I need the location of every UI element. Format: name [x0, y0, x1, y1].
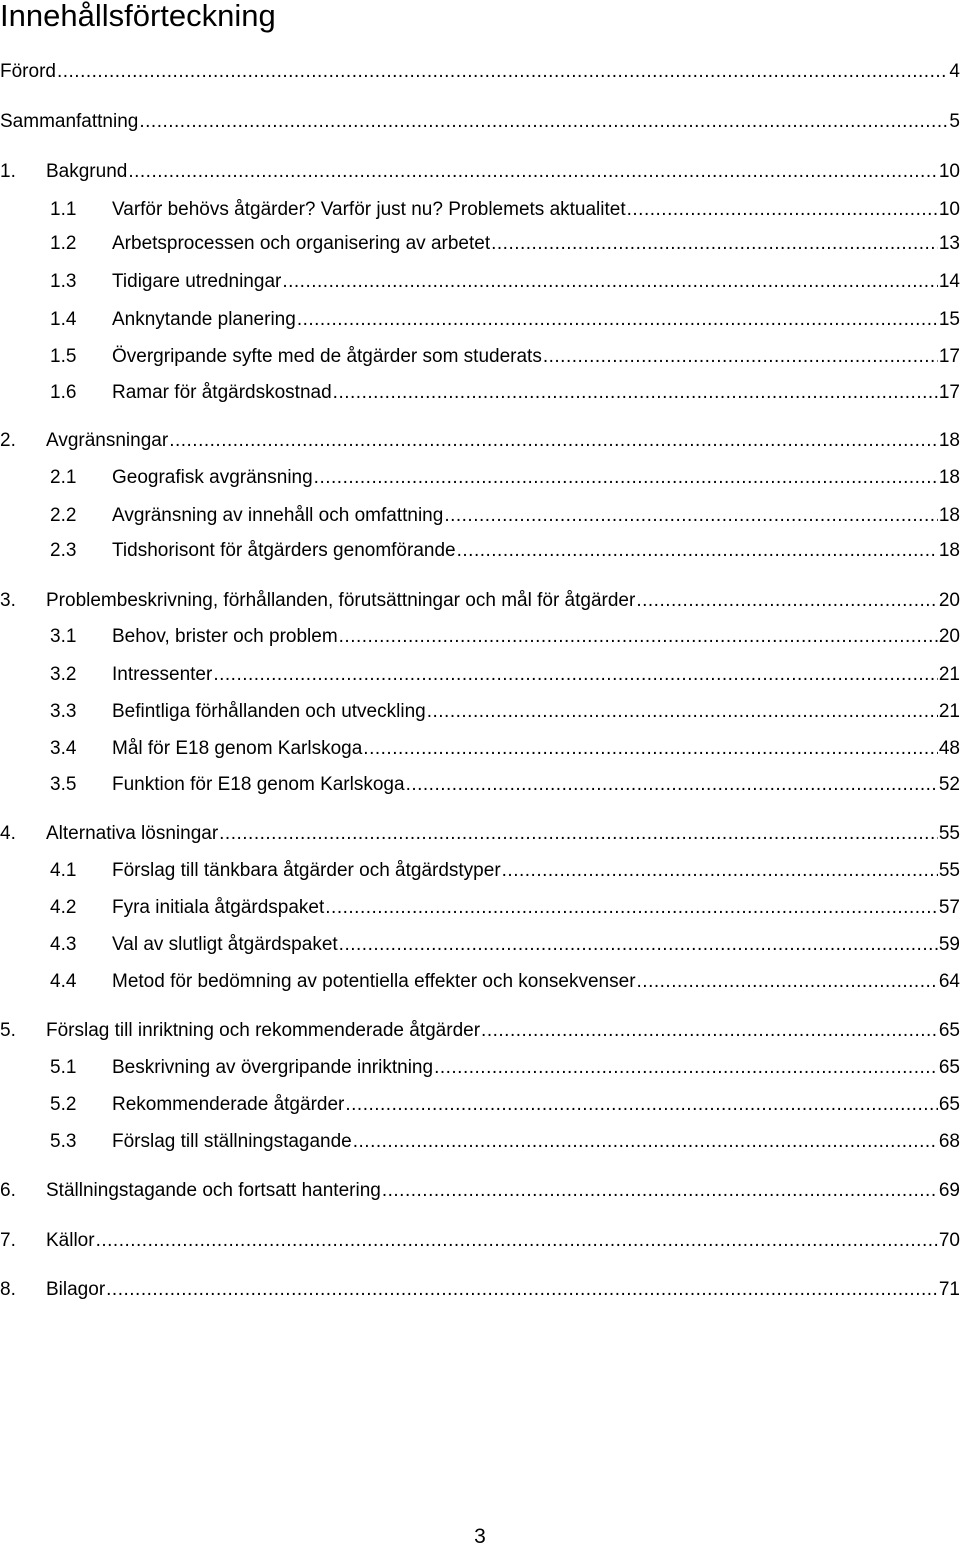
toc-entry-title: Mål för E18 genom Karlskoga — [112, 738, 363, 759]
toc-entry-number: 4.3 — [50, 934, 77, 955]
toc-entry-number: 4. — [0, 823, 16, 844]
toc-entry[interactable] — [0, 623, 960, 651]
toc-entry-page: 10 — [938, 199, 960, 220]
toc-entry[interactable] — [0, 502, 960, 530]
toc-entry-leader-dots — [314, 464, 938, 492]
toc-entry[interactable] — [0, 58, 960, 86]
toc-entry[interactable] — [0, 698, 960, 726]
toc-entry-number: 2.2 — [50, 505, 77, 526]
toc-entry[interactable] — [0, 857, 960, 885]
toc-entry-page: 18 — [938, 505, 960, 526]
toc-entry-number: 1.1 — [50, 199, 77, 220]
toc-entry-title: Ramar för åtgärdskostnad — [112, 382, 332, 403]
toc-entry-page: 17 — [938, 346, 960, 367]
toc-entry-page: 69 — [938, 1180, 960, 1201]
toc-entry-page: 59 — [938, 934, 960, 955]
toc-entry-title: Val av slutligt åtgärdspaket — [112, 934, 338, 955]
toc-entry-number: 2.3 — [50, 540, 77, 561]
toc-entry-page: 68 — [938, 1131, 960, 1152]
toc-entry-leader-dots — [333, 379, 938, 407]
toc-entry-title: Förslag till ställningstagande — [112, 1131, 352, 1152]
toc-entry-title: Funktion för E18 genom Karlskoga — [112, 774, 405, 795]
toc-entry-leader-dots — [406, 771, 938, 799]
toc-entry-title: Problembeskrivning, förhållanden, förutsättningar och mål för åtgärder — [46, 590, 636, 611]
toc-entry-page: 64 — [938, 971, 960, 992]
toc-entry-leader-dots — [502, 857, 938, 885]
toc-entry-page: 18 — [938, 467, 960, 488]
toc-entry-title: Beskrivning av övergripande inriktning — [112, 1057, 434, 1078]
toc-entry-title: Behov, brister och problem — [112, 626, 338, 647]
toc-entry-page: 20 — [938, 590, 960, 611]
toc-entry-title: Källor — [46, 1230, 95, 1251]
toc-entry-leader-dots — [106, 1276, 938, 1304]
toc-entry[interactable] — [0, 587, 960, 615]
toc-entry-leader-dots — [363, 735, 938, 763]
toc-entry[interactable] — [0, 771, 960, 799]
toc-entry-page: 52 — [938, 774, 960, 795]
toc-entry-page: 10 — [938, 161, 960, 182]
toc-entry[interactable] — [0, 343, 960, 371]
toc-entry-page: 17 — [938, 382, 960, 403]
toc-entry-leader-dots — [543, 343, 938, 371]
toc-entry-page: 13 — [938, 233, 960, 254]
toc-entry[interactable] — [0, 306, 960, 334]
toc-entry[interactable] — [0, 537, 960, 565]
toc-entry-page: 57 — [938, 897, 960, 918]
toc-entry-title: Rekommenderade åtgärder — [112, 1094, 345, 1115]
toc-entry-page: 5 — [949, 111, 960, 132]
toc-entry[interactable] — [0, 1128, 960, 1156]
toc-entry-title: Förord — [0, 61, 56, 82]
toc-entry-title: Intressenter — [112, 664, 213, 685]
toc-entry-number: 3.1 — [50, 626, 77, 647]
toc-entry-leader-dots — [491, 230, 938, 258]
toc-entry-number: 4.1 — [50, 860, 77, 881]
toc-entry-page: 15 — [938, 309, 960, 330]
toc-entry-number: 3.2 — [50, 664, 77, 685]
toc-entry-number: 1.5 — [50, 346, 77, 367]
toc-entry[interactable] — [0, 735, 960, 763]
toc-entry-leader-dots — [345, 1091, 938, 1119]
toc-entry-page: 55 — [938, 823, 960, 844]
toc-entry-leader-dots — [219, 820, 938, 848]
toc-entry-title: Varför behövs åtgärder? Varför just nu? Problemets aktualitet — [112, 199, 626, 220]
toc-entry-title: Avgränsning av innehåll och omfattning — [112, 505, 444, 526]
toc-entry-leader-dots — [444, 502, 938, 530]
page-number: 3 — [474, 1525, 486, 1548]
toc-entry[interactable] — [0, 1017, 960, 1045]
toc-entry-title: Anknytande planering — [112, 309, 296, 330]
toc-entry-title: Tidigare utredningar — [112, 271, 282, 292]
toc-entry-page: 4 — [949, 61, 960, 82]
toc-entry-leader-dots — [96, 1227, 938, 1255]
toc-entry-page: 18 — [938, 540, 960, 561]
toc-entry-leader-dots — [636, 587, 938, 615]
toc-entry-number: 1.6 — [50, 382, 77, 403]
toc-entry-number: 3.4 — [50, 738, 77, 759]
toc-entry-title: Avgränsningar — [46, 430, 169, 451]
toc-entry-title: Förslag till tänkbara åtgärder och åtgärdstyper — [112, 860, 501, 881]
toc-entry-title: Arbetsprocessen och organisering av arbetet — [112, 233, 491, 254]
toc-entry-title: Sammanfattning — [0, 111, 139, 132]
toc-entry-page: 18 — [938, 430, 960, 451]
toc-entry[interactable] — [0, 894, 960, 922]
toc-entry-title: Förslag till inriktning och rekommenderade åtgärder — [46, 1020, 481, 1041]
toc-entry-leader-dots — [627, 196, 938, 224]
toc-entry[interactable] — [0, 158, 960, 186]
toc-entry-number: 2.1 — [50, 467, 77, 488]
toc-entry-title: Befintliga förhållanden och utveckling — [112, 701, 426, 722]
toc-entry-leader-dots — [57, 58, 948, 86]
toc-entry-page: 71 — [938, 1279, 960, 1300]
toc-entry-number: 3.3 — [50, 701, 77, 722]
toc-entry[interactable] — [0, 1276, 960, 1304]
toc-entry[interactable] — [0, 108, 960, 136]
toc-entry-title: Geografisk avgränsning — [112, 467, 313, 488]
toc-entry-leader-dots — [139, 108, 948, 136]
toc-entry-leader-dots — [282, 268, 938, 296]
toc-entry-page: 65 — [938, 1094, 960, 1115]
toc-entry-leader-dots — [353, 1128, 938, 1156]
toc-entry-number: 8. — [0, 1279, 16, 1300]
toc-entry[interactable] — [0, 1091, 960, 1119]
toc-entry-page: 48 — [938, 738, 960, 759]
toc-entry-number: 4.4 — [50, 971, 77, 992]
toc-entry[interactable] — [0, 268, 960, 296]
toc-entry[interactable] — [0, 230, 960, 258]
toc-entry-number: 5.1 — [50, 1057, 77, 1078]
toc-entry-title: Fyra initiala åtgärdspaket — [112, 897, 325, 918]
toc-entry-number: 7. — [0, 1230, 16, 1251]
toc-entry[interactable] — [0, 820, 960, 848]
toc-entry-number: 2. — [0, 430, 16, 451]
toc-entry[interactable] — [0, 464, 960, 492]
toc-entry-leader-dots — [339, 931, 938, 959]
toc-entry-title: Metod för bedömning av potentiella effekter och konsekvenser — [112, 971, 636, 992]
toc-entry-page: 55 — [938, 860, 960, 881]
toc-entry-page: 70 — [938, 1230, 960, 1251]
toc-entry-page: 21 — [938, 664, 960, 685]
toc-entry-title: Bilagor — [46, 1279, 106, 1300]
toc-entry-title: Bakgrund — [46, 161, 128, 182]
toc-entry[interactable] — [0, 379, 960, 407]
toc-entry-number: 5.3 — [50, 1131, 77, 1152]
toc-entry-number: 1.4 — [50, 309, 77, 330]
toc-entry[interactable] — [0, 196, 960, 224]
toc-entry-number: 1.3 — [50, 271, 77, 292]
toc-entry[interactable] — [0, 1054, 960, 1082]
toc-entry-number: 1. — [0, 161, 16, 182]
toc-entry-leader-dots — [637, 968, 938, 996]
toc-entry-number: 4.2 — [50, 897, 77, 918]
toc-entry-leader-dots — [128, 158, 938, 186]
toc-entry-leader-dots — [434, 1054, 938, 1082]
toc-entry[interactable] — [0, 427, 960, 455]
toc-entry-number: 3.5 — [50, 774, 77, 795]
toc-entry-leader-dots — [325, 894, 938, 922]
toc-entry[interactable] — [0, 661, 960, 689]
toc-entry-title: Alternativa lösningar — [46, 823, 219, 844]
toc-entry-leader-dots — [339, 623, 938, 651]
toc-entry[interactable] — [0, 1227, 960, 1255]
toc-entry[interactable] — [0, 1177, 960, 1205]
toc-entry-number: 3. — [0, 590, 16, 611]
toc-entry-leader-dots — [297, 306, 938, 334]
toc-entry-page: 20 — [938, 626, 960, 647]
toc-entry-leader-dots — [481, 1017, 938, 1045]
toc-entry-title: Ställningstagande och fortsatt hantering — [46, 1180, 381, 1201]
toc-entry-number: 5. — [0, 1020, 16, 1041]
toc-entry-leader-dots — [382, 1177, 938, 1205]
toc-entry-page: 65 — [938, 1020, 960, 1041]
toc-entry-number: 5.2 — [50, 1094, 77, 1115]
toc-entry-page: 14 — [938, 271, 960, 292]
page-title: Innehållsförteckning — [0, 0, 276, 33]
toc-entry[interactable] — [0, 931, 960, 959]
toc-entry-page: 65 — [938, 1057, 960, 1078]
toc-entry-number: 1.2 — [50, 233, 77, 254]
toc-entry[interactable] — [0, 968, 960, 996]
toc-entry-leader-dots — [427, 698, 938, 726]
toc-entry-page: 21 — [938, 701, 960, 722]
toc-entry-number: 6. — [0, 1180, 16, 1201]
toc-entry-leader-dots — [457, 537, 938, 565]
toc-entry-title: Tidshorisont för åtgärders genomförande — [112, 540, 456, 561]
toc-entry-leader-dots — [213, 661, 938, 689]
toc-entry-leader-dots — [169, 427, 938, 455]
toc-entry-title: Övergripande syfte med de åtgärder som studerats — [112, 346, 542, 367]
